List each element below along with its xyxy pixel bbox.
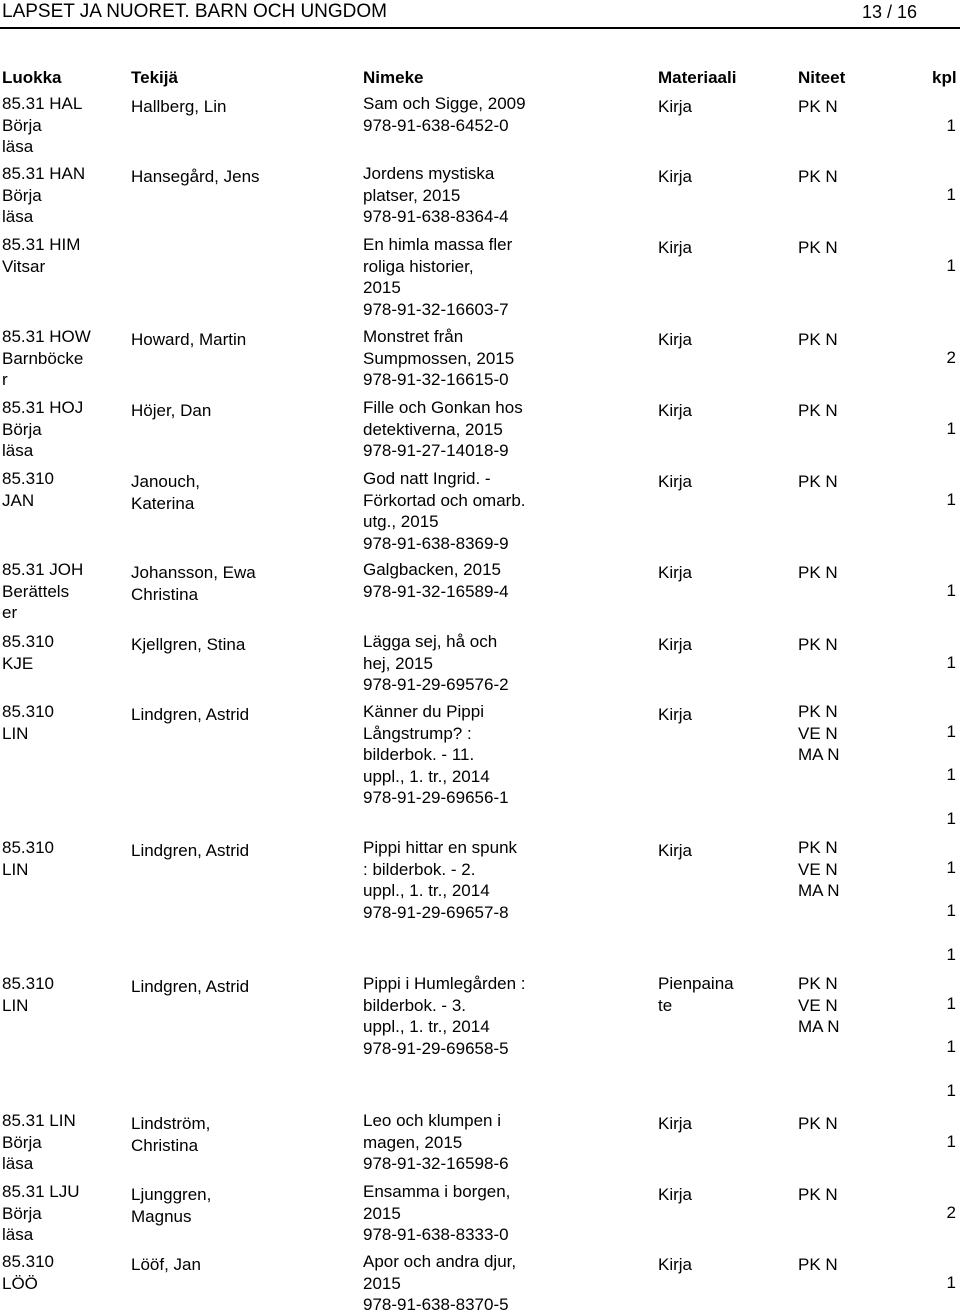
cell-materiaali: Kirja — [658, 1185, 693, 1204]
cell-nimeke — [363, 559, 509, 602]
cell-tekija-line: Hallberg, Lin — [131, 97, 227, 116]
cell-nimeke — [363, 1110, 509, 1175]
cell-tekija-line: Howard, Martin — [131, 330, 247, 349]
cell-niteet-line: VE N — [798, 995, 838, 1015]
cell-tekija-line: Christina — [131, 584, 199, 604]
cell-nimeke-line: 978-91-638-8364-4 — [363, 207, 509, 226]
cell-kpl: 1 — [946, 901, 956, 920]
cell-materiaali: Kirja — [658, 167, 693, 186]
cell-niteet-line: PK N — [798, 838, 838, 857]
cell-kpl: 1 — [946, 256, 956, 275]
cell-luokka-line: KJE — [2, 653, 34, 673]
cell-niteet-line: PK N — [798, 974, 838, 993]
cell-nimeke-line: Galgbacken, 2015 — [363, 560, 501, 579]
cell-nimeke-line: 978-91-29-69576-2 — [363, 675, 509, 694]
cell-tekija — [131, 1113, 210, 1156]
cell-luokka-line: 85.310 — [2, 632, 54, 651]
cell-materiaali: Kirja — [658, 97, 693, 116]
cell-luokka — [2, 1110, 76, 1175]
cell-tekija — [131, 840, 249, 862]
column-header-niteet: Niteet — [798, 68, 846, 87]
cell-luokka-line: LIN — [2, 995, 29, 1015]
cell-nimeke-line: 978-91-29-69656-1 — [363, 788, 509, 807]
cell-niteet — [798, 1113, 838, 1135]
cell-nimeke — [363, 973, 526, 1059]
cell-nimeke — [363, 701, 509, 809]
cell-nimeke-line: Fille och Gonkan hos — [363, 398, 523, 417]
cell-luokka-line: 85.31 LIN — [2, 1111, 76, 1130]
cell-tekija — [131, 471, 200, 514]
cell-kpl: 1 — [946, 945, 956, 964]
cell-luokka-line: 85.310 — [2, 702, 54, 721]
column-header-materiaali: Materiaali — [658, 68, 737, 87]
cell-luokka — [2, 701, 54, 744]
cell-kpl: 1 — [946, 765, 956, 784]
cell-tekija-line: Katerina — [131, 493, 195, 513]
cell-niteet-line: MA N — [798, 745, 840, 764]
cell-tekija-line: Janouch, — [131, 472, 200, 491]
cell-nimeke — [363, 1251, 516, 1316]
cell-kpl: 2 — [946, 1203, 956, 1222]
cell-kpl: 2 — [946, 348, 956, 367]
cell-luokka-line: Barnböcke — [2, 348, 84, 368]
cell-luokka — [2, 631, 54, 674]
cell-niteet-line: PK N — [798, 330, 838, 349]
cell-tekija-line: Hansegård, Jens — [131, 167, 260, 186]
cell-tekija-line: Lööf, Jan — [131, 1255, 201, 1274]
cell-niteet — [798, 701, 840, 766]
cell-nimeke-line: roliga historier, — [363, 256, 474, 276]
cell-kpl: 1 — [946, 809, 956, 828]
cell-luokka-line: Börja — [2, 1132, 42, 1152]
cell-kpl: 1 — [946, 1081, 956, 1100]
cell-luokka-line: Börja — [2, 185, 42, 205]
cell-nimeke-line: uppl., 1. tr., 2014 — [363, 1017, 490, 1036]
cell-nimeke — [363, 631, 509, 696]
cell-luokka-line: 85.310 — [2, 974, 54, 993]
cell-nimeke-line: Förkortad och omarb. — [363, 490, 526, 510]
cell-tekija-line: Ljunggren, — [131, 1185, 212, 1204]
cell-niteet-line: PK N — [798, 401, 838, 420]
cell-nimeke-line: 978-91-638-8333-0 — [363, 1225, 509, 1244]
cell-nimeke-line: bilderbok. - 3. — [363, 995, 466, 1015]
cell-niteet-line: PK N — [798, 167, 838, 186]
cell-kpl: 1 — [946, 1273, 956, 1292]
cell-nimeke-line: detektiverna, 2015 — [363, 419, 503, 439]
cell-niteet-line: PK N — [798, 563, 838, 582]
cell-niteet-line: PK N — [798, 1185, 838, 1204]
cell-kpl: 1 — [946, 490, 956, 509]
cell-tekija — [131, 96, 226, 118]
cell-luokka-line: LIN — [2, 859, 29, 879]
cell-nimeke-line: Pippi hittar en spunk — [363, 838, 518, 857]
cell-nimeke-line: Långstrump? : — [363, 723, 472, 743]
cell-luokka-line: 85.310 — [2, 1252, 54, 1271]
cell-luokka-line: 85.31 LJU — [2, 1182, 80, 1201]
cell-tekija — [131, 704, 249, 726]
cell-materiaali: Kirja — [658, 1114, 693, 1133]
cell-kpl: 1 — [946, 1037, 956, 1056]
cell-kpl: 1 — [946, 653, 956, 672]
cell-nimeke-line: 978-91-638-6452-0 — [363, 115, 509, 135]
cell-luokka — [2, 973, 54, 1016]
cell-materiaali: Kirja — [658, 563, 693, 582]
cell-nimeke-line: uppl., 1. tr., 2014 — [363, 881, 490, 900]
column-header-nimeke: Nimeke — [363, 68, 424, 87]
cell-niteet — [798, 837, 840, 902]
cell-luokka — [2, 326, 91, 391]
cell-niteet — [798, 329, 838, 351]
cell-nimeke-line: hej, 2015 — [363, 653, 433, 673]
cell-kpl: 1 — [946, 858, 956, 877]
cell-nimeke-line: bilderbok. - 11. — [363, 745, 475, 764]
column-header-kpl: kpl — [932, 68, 957, 87]
cell-luokka-line: 85.310 — [2, 469, 54, 488]
cell-luokka-line: LÖÖ — [2, 1273, 38, 1293]
cell-luokka-line: läsa — [2, 207, 34, 226]
cell-kpl: 1 — [946, 419, 956, 438]
cell-luokka-line: 85.310 — [2, 838, 54, 857]
cell-materiaali: Kirja — [658, 330, 693, 349]
cell-materiaali: Pienpaina te — [658, 974, 734, 1015]
cell-tekija — [131, 1254, 201, 1276]
cell-nimeke-line: Monstret från — [363, 327, 464, 346]
cell-nimeke-line: 978-91-638-8370-5 — [363, 1295, 509, 1314]
cell-niteet — [798, 471, 838, 493]
cell-materiaali: Kirja — [658, 401, 693, 420]
cell-nimeke-line: 2015 — [363, 1273, 401, 1293]
cell-nimeke-line: Jordens mystiska — [363, 164, 495, 183]
cell-kpl: 1 — [946, 994, 956, 1013]
cell-tekija-line: Christina — [131, 1135, 199, 1155]
cell-tekija — [131, 400, 211, 422]
cell-nimeke — [363, 234, 512, 320]
cell-luokka-line: Börja — [2, 419, 42, 439]
cell-kpl: 1 — [946, 116, 956, 135]
cell-nimeke-line: uppl., 1. tr., 2014 — [363, 766, 490, 786]
cell-nimeke-line: 978-91-32-16598-6 — [363, 1154, 509, 1173]
cell-nimeke — [363, 326, 514, 391]
cell-tekija-line: Magnus — [131, 1206, 192, 1226]
cell-luokka-line: 85.31 JOH — [2, 560, 84, 579]
cell-nimeke-line: 978-91-32-16589-4 — [363, 581, 509, 601]
cell-niteet — [798, 562, 838, 584]
header-divider — [0, 27, 960, 29]
cell-luokka-line: 85.31 HOW — [2, 327, 91, 346]
cell-nimeke-line: 2015 — [363, 278, 401, 297]
cell-materiaali: Kirja — [658, 238, 693, 257]
cell-kpl: 1 — [946, 581, 956, 600]
cell-nimeke-line: Sumpmossen, 2015 — [363, 348, 515, 368]
cell-nimeke-line: Pippi i Humlegården : — [363, 974, 526, 993]
cell-nimeke-line: Leo och klumpen i — [363, 1111, 501, 1130]
cell-niteet — [798, 1254, 838, 1276]
cell-nimeke-line: Lägga sej, hå och — [363, 632, 498, 651]
cell-nimeke — [363, 93, 526, 136]
cell-luokka-line: läsa — [2, 1154, 34, 1173]
cell-luokka-line: Börja — [2, 1203, 42, 1223]
cell-tekija-line: Höjer, Dan — [131, 401, 212, 420]
cell-luokka — [2, 468, 54, 511]
cell-luokka — [2, 559, 83, 624]
cell-niteet-line: VE N — [798, 723, 838, 743]
cell-niteet — [798, 973, 840, 1038]
cell-nimeke — [363, 1181, 510, 1246]
cell-nimeke-line: God natt Ingrid. - — [363, 469, 491, 488]
cell-niteet — [798, 96, 838, 118]
cell-tekija-line: Kjellgren, Stina — [131, 635, 246, 654]
page-number: 13 / 16 — [862, 2, 918, 22]
cell-tekija — [131, 1184, 211, 1227]
cell-tekija — [131, 329, 246, 351]
cell-niteet — [798, 237, 838, 259]
cell-luokka — [2, 1251, 54, 1294]
cell-niteet-line: VE N — [798, 859, 838, 879]
cell-nimeke-line: 2015 — [363, 1203, 401, 1223]
cell-luokka-line: läsa — [2, 441, 34, 460]
cell-materiaali: Kirja — [658, 841, 693, 860]
cell-luokka-line: 85.31 HOJ — [2, 398, 84, 417]
cell-niteet — [798, 634, 838, 656]
cell-luokka-line: läsa — [2, 1225, 34, 1244]
cell-nimeke-line: Apor och andra djur, — [363, 1252, 517, 1271]
cell-luokka-line: Börja — [2, 115, 42, 135]
cell-luokka-line: Berättels — [2, 581, 70, 601]
cell-niteet-line: PK N — [798, 238, 838, 257]
cell-nimeke-line: : bilderbok. - 2. — [363, 859, 476, 879]
cell-tekija — [131, 562, 256, 605]
cell-niteet-line: PK N — [798, 1255, 838, 1274]
cell-tekija — [131, 976, 249, 998]
cell-luokka-line: JAN — [2, 490, 35, 510]
cell-nimeke-line: 978-91-32-16615-0 — [363, 370, 509, 389]
cell-nimeke-line: 978-91-638-8369-9 — [363, 533, 509, 553]
cell-nimeke — [363, 397, 523, 462]
cell-niteet-line: PK N — [798, 702, 838, 721]
cell-nimeke-line: 978-91-27-14018-9 — [363, 441, 509, 460]
page-title: LAPSET JA NUORET. BARN OCH UNGDOM — [2, 1, 387, 22]
cell-nimeke-line: 978-91-32-16603-7 — [363, 299, 509, 319]
cell-luokka-line: r — [2, 370, 8, 389]
cell-nimeke-line: 978-91-29-69658-5 — [363, 1038, 509, 1058]
cell-luokka-line: 85.31 HIM — [2, 235, 81, 254]
cell-kpl: 1 — [946, 722, 956, 741]
cell-luokka-line: LIN — [2, 723, 29, 743]
cell-luokka — [2, 234, 80, 277]
cell-niteet — [798, 1184, 838, 1206]
cell-niteet — [798, 400, 838, 422]
cell-luokka — [2, 837, 54, 880]
cell-niteet-line: MA N — [798, 881, 840, 900]
cell-luokka — [2, 163, 85, 228]
cell-tekija-line: Lindgren, Astrid — [131, 705, 250, 724]
cell-niteet-line: MA N — [798, 1017, 840, 1036]
cell-luokka-line: 85.31 HAL — [2, 94, 83, 113]
cell-niteet-line: PK N — [798, 635, 838, 654]
cell-luokka — [2, 397, 83, 462]
cell-nimeke — [363, 468, 526, 554]
column-header-luokka: Luokka — [2, 68, 62, 87]
cell-nimeke — [363, 163, 509, 228]
cell-kpl: 1 — [946, 185, 956, 204]
cell-materiaali: Kirja — [658, 705, 693, 724]
cell-nimeke-line: magen, 2015 — [363, 1132, 463, 1152]
cell-nimeke-line: En himla massa fler — [363, 235, 513, 254]
cell-luokka-line: 85.31 HAN — [2, 164, 86, 183]
cell-tekija-line: Lindgren, Astrid — [131, 977, 250, 996]
cell-luokka-line: Vitsar — [2, 256, 46, 276]
cell-niteet-line: PK N — [798, 97, 838, 116]
cell-luokka — [2, 93, 82, 158]
cell-materiaali: Kirja — [658, 635, 693, 654]
cell-tekija-line: Johansson, Ewa — [131, 563, 256, 582]
cell-niteet-line: PK N — [798, 472, 838, 491]
cell-materiaali: Kirja — [658, 1255, 693, 1274]
cell-tekija-line: Lindgren, Astrid — [131, 841, 250, 860]
cell-niteet-line: PK N — [798, 1114, 838, 1133]
cell-luokka-line: er — [2, 603, 18, 622]
cell-tekija — [131, 166, 260, 188]
cell-kpl: 1 — [946, 1132, 956, 1151]
cell-nimeke-line: utg., 2015 — [363, 512, 439, 531]
column-header-tekija: Tekijä — [131, 68, 178, 87]
cell-luokka-line: läsa — [2, 137, 34, 156]
cell-nimeke-line: Sam och Sigge, 2009 — [363, 94, 526, 113]
cell-tekija-line: Lindström, — [131, 1114, 211, 1133]
cell-nimeke-line: platser, 2015 — [363, 185, 461, 205]
cell-nimeke-line: Känner du Pippi — [363, 702, 484, 721]
cell-nimeke — [363, 837, 517, 923]
page-header — [0, 0, 960, 28]
cell-materiaali: Kirja — [658, 472, 693, 491]
cell-nimeke-line: 978-91-29-69657-8 — [363, 902, 509, 922]
cell-tekija — [131, 634, 245, 656]
cell-luokka — [2, 1181, 80, 1246]
cell-nimeke-line: Ensamma i borgen, — [363, 1182, 511, 1201]
cell-niteet — [798, 166, 838, 188]
